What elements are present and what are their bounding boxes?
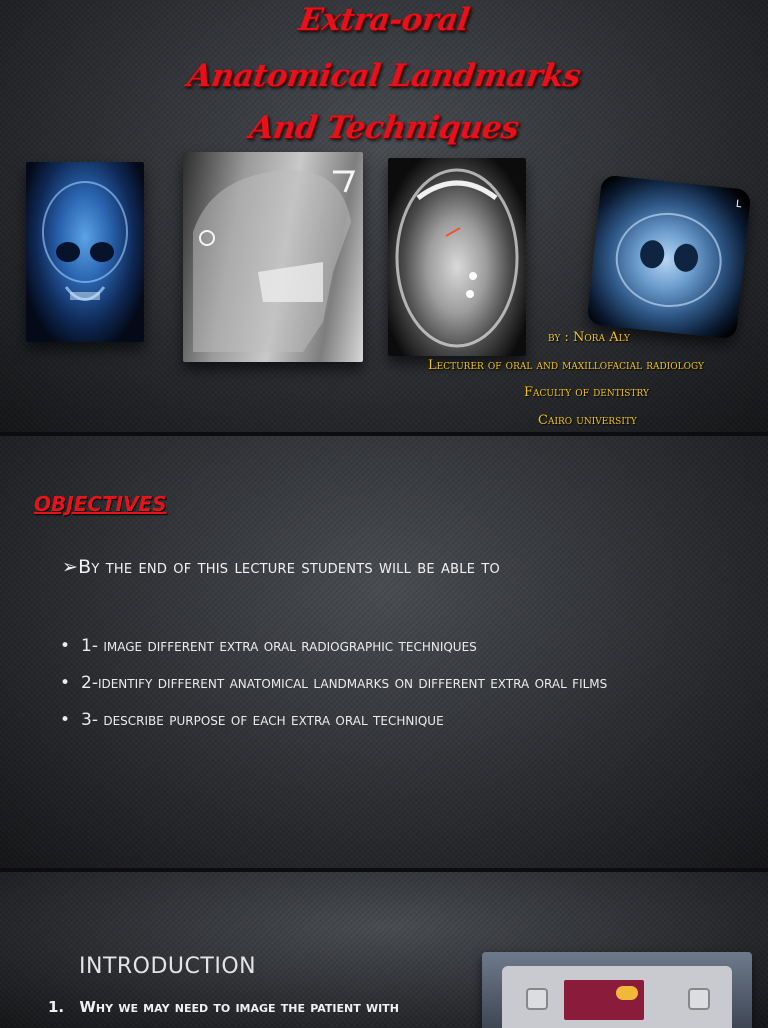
bullet-dot-icon: • — [60, 636, 71, 656]
occipitomental-xray-image — [587, 175, 752, 340]
arrow-bullet-icon: ➢ — [62, 556, 79, 578]
introduction-title: INTRODUCTION — [79, 954, 257, 979]
bullet-dot-icon: • — [60, 673, 71, 693]
title-line-1: Extra-oral — [296, 2, 472, 38]
intro-item-number: 1. — [48, 998, 65, 1016]
objectives-slide — [0, 436, 768, 868]
intro-item-text: Why we may need to image the patient with — [79, 998, 399, 1016]
byline-author: by : Nora Aly — [548, 330, 630, 345]
film-cassette-image — [482, 952, 752, 1028]
objectives-list — [60, 634, 720, 745]
byline-university: Cairo university — [538, 413, 637, 428]
bullet-dot-icon: • — [60, 710, 71, 730]
objectives-lead-text: By the end of this lecture students will be able to — [78, 556, 500, 578]
lateral-ceph-xray-image — [183, 152, 363, 362]
objective-item — [60, 634, 720, 658]
objectives-lead — [62, 556, 500, 578]
film-packet-label — [564, 980, 644, 1020]
intro-item — [48, 998, 399, 1016]
introduction-slide — [0, 872, 768, 1028]
byline-position: Lecturer of oral and maxillofacial radiology — [428, 358, 704, 373]
submentovertex-xray-image — [388, 158, 526, 356]
objective-text: 3- describe purpose of each extra oral technique — [81, 710, 444, 730]
title-slide — [0, 0, 768, 432]
objective-item — [60, 671, 720, 695]
svg-text:L: L — [735, 198, 743, 211]
skull-pa-xray-image — [26, 162, 144, 342]
cassette-clip — [688, 988, 710, 1010]
objective-text: 2-identify different anatomical landmarks on different extra oral films — [81, 673, 608, 693]
objective-item — [60, 708, 720, 732]
title-line-2: Anatomical Landmarks — [185, 58, 583, 94]
byline-faculty: Faculty of dentistry — [524, 385, 649, 400]
cassette-clip — [526, 988, 548, 1010]
objective-text: 1- image different extra oral radiographic techniques — [81, 636, 477, 656]
objectives-title: OBJECTIVES — [34, 492, 167, 516]
title-line-3: And Techniques — [247, 110, 521, 146]
